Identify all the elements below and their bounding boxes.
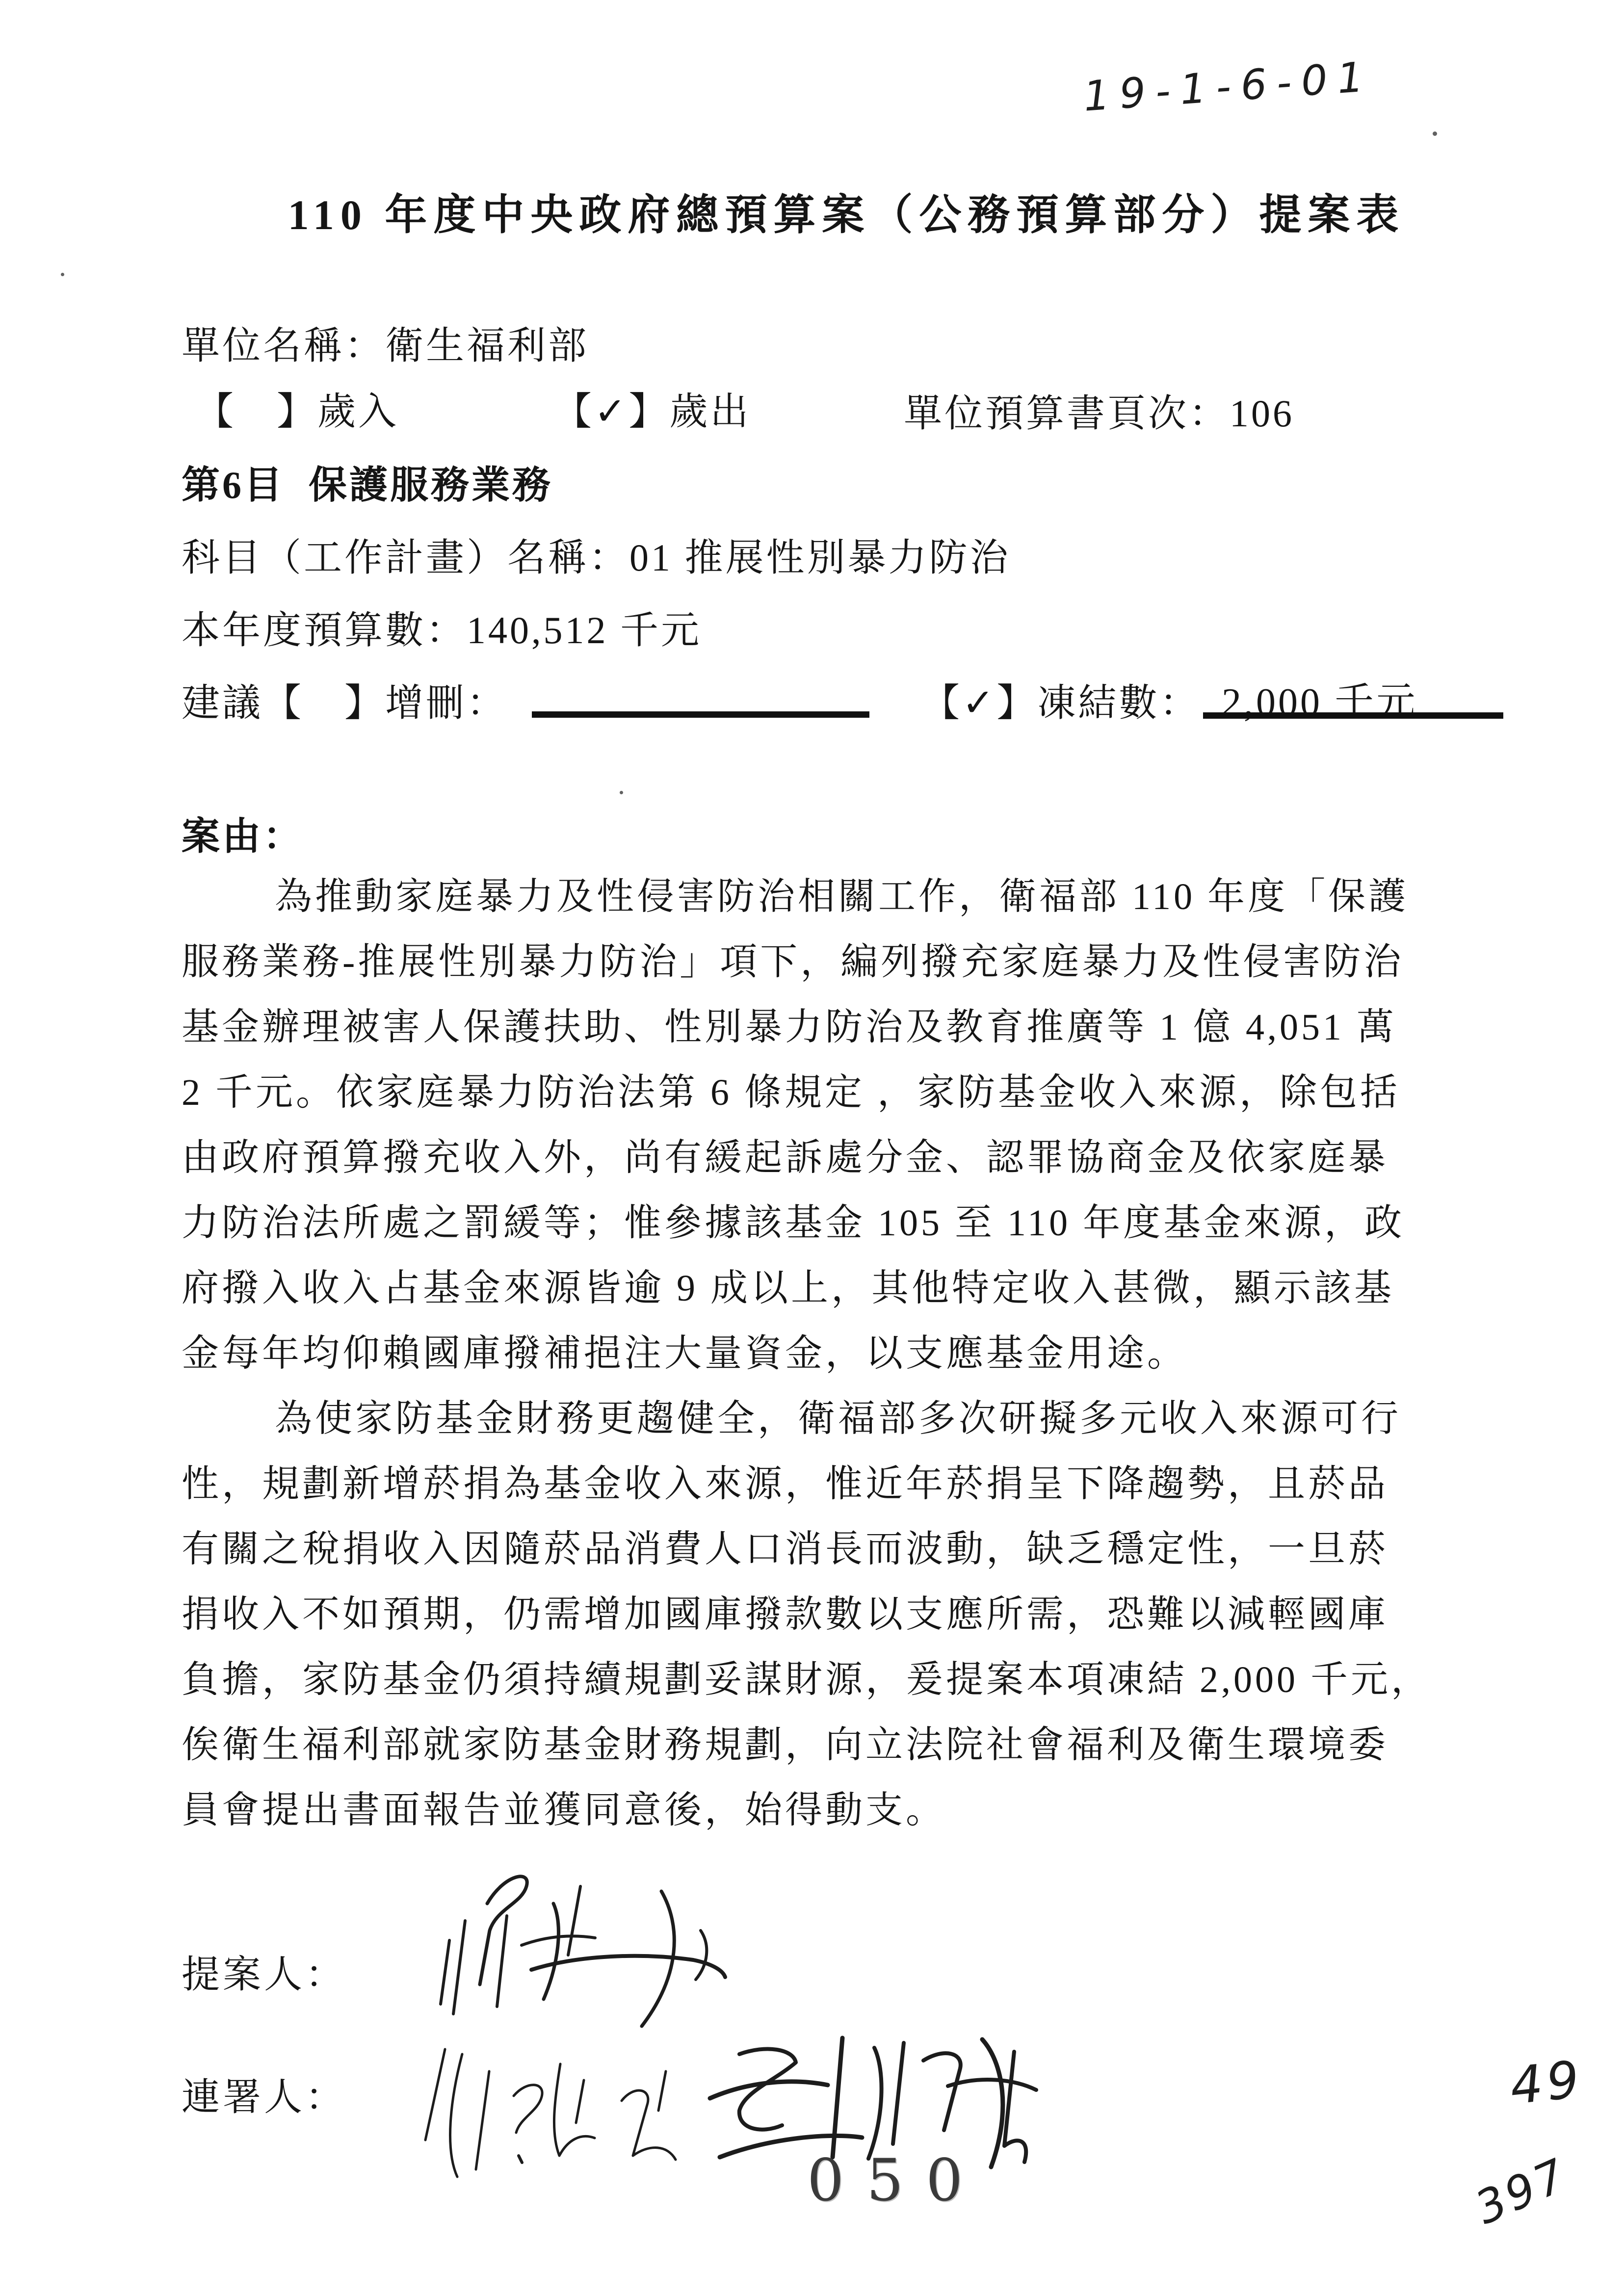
body-line: 捐收入不如預期，仍需增加國庫撥款數以支應所需，恐難以減輕國庫 bbox=[182, 1594, 1388, 1635]
cosigner-signature-1 bbox=[398, 2027, 715, 2196]
body-line: 員會提出書面報告並獲同意後，始得動支。 bbox=[182, 1790, 946, 1831]
freeze-checkbox: 【✓】凍結數： bbox=[921, 681, 1201, 724]
body-line: 為推動家庭暴力及性侵害防治相關工作，衛福部 110 年度「保護 bbox=[275, 876, 1409, 917]
cosigner-label: 連署人： bbox=[182, 2076, 347, 2118]
proposer-label: 提案人： bbox=[182, 1953, 347, 1996]
body-line: 力防治法所處之罰緩等；惟參據該基金 105 至 110 年度基金來源，政 bbox=[182, 1202, 1405, 1244]
body-line: 服務業務-推展性別暴力防治」項下，編列撥充家庭暴力及性侵害防治 bbox=[182, 941, 1404, 983]
blank-underline bbox=[532, 711, 869, 718]
freeze-amount: 2,000 千元 bbox=[1222, 681, 1418, 724]
body-line: 2 千元。依家庭暴力防治法第 6 條規定 ，家防基金收入來源，除包括 bbox=[182, 1072, 1400, 1113]
unit-name-field: 單位名稱：衛生福利部 bbox=[182, 324, 589, 367]
body-line: 俟衛生福利部就家防基金財務規劃，向立法院社會福利及衛生環境委 bbox=[182, 1724, 1388, 1766]
body-line: 負擔，家防基金仍須持續規劃妥謀財源，爰提案本項凍結 2,000 千元， bbox=[182, 1659, 1431, 1700]
expenditure-checkbox: 【✓】歲出 bbox=[553, 390, 751, 433]
body-line: 性，規劃新增菸捐為基金收入來源，惟近年菸捐呈下降趨勢，且菸品 bbox=[182, 1463, 1388, 1505]
case-paragraph-1 bbox=[182, 864, 1409, 1386]
page-title: 110 年度中央政府總預算案（公務預算部分）提案表 bbox=[288, 191, 1405, 238]
body-line: 為使家防基金財務更趨健全，衛福部多次研擬多元收入來源可行 bbox=[275, 1398, 1401, 1439]
case-paragraph-2 bbox=[182, 1386, 1431, 1843]
body-line: 金每年均仰賴國庫撥補挹注大量資金，以支應基金用途。 bbox=[182, 1333, 1187, 1374]
scan-speck bbox=[620, 791, 623, 794]
proposer-signature bbox=[406, 1857, 745, 2036]
section-heading: 第6目 保護服務業務 bbox=[182, 464, 553, 506]
case-heading: 案由： bbox=[182, 815, 304, 858]
margin-note-49: 49 bbox=[1507, 2049, 1586, 2116]
proposal-edit-label: 建議【 】增刪： bbox=[182, 681, 508, 724]
page-number-stamp: 050 bbox=[807, 2146, 986, 2214]
freeze-amount-underline bbox=[1203, 712, 1503, 719]
subject-field: 科目（工作計畫）名稱：01 推展性別暴力防治 bbox=[182, 536, 1011, 579]
margin-note-397: 397 bbox=[1467, 2148, 1576, 2235]
current-year-budget: 本年度預算數：140,512 千元 bbox=[182, 609, 702, 652]
revenue-checkbox: 【 】歲入 bbox=[195, 390, 399, 433]
body-line: 基金辦理被害人保護扶助、性別暴力防治及教育推廣等 1 億 4,051 萬 bbox=[182, 1007, 1397, 1048]
budget-book-page: 單位預算書頁次：106 bbox=[904, 392, 1295, 435]
body-line: 府撥入收入占基金來源皆逾 9 成以上，其他特定收入甚微，顯示該基 bbox=[182, 1268, 1394, 1309]
body-line: 由政府預算撥充收入外，尚有緩起訴處分金、認罪協商金及依家庭暴 bbox=[182, 1137, 1388, 1178]
scan-speck bbox=[61, 273, 64, 276]
handwritten-doc-code: 19-1-6-01 bbox=[1082, 52, 1375, 121]
body-line: 有關之稅捐收入因隨菸品消費人口消長而波動，缺乏穩定性，一旦菸 bbox=[182, 1529, 1388, 1570]
scan-speck bbox=[1433, 131, 1437, 136]
